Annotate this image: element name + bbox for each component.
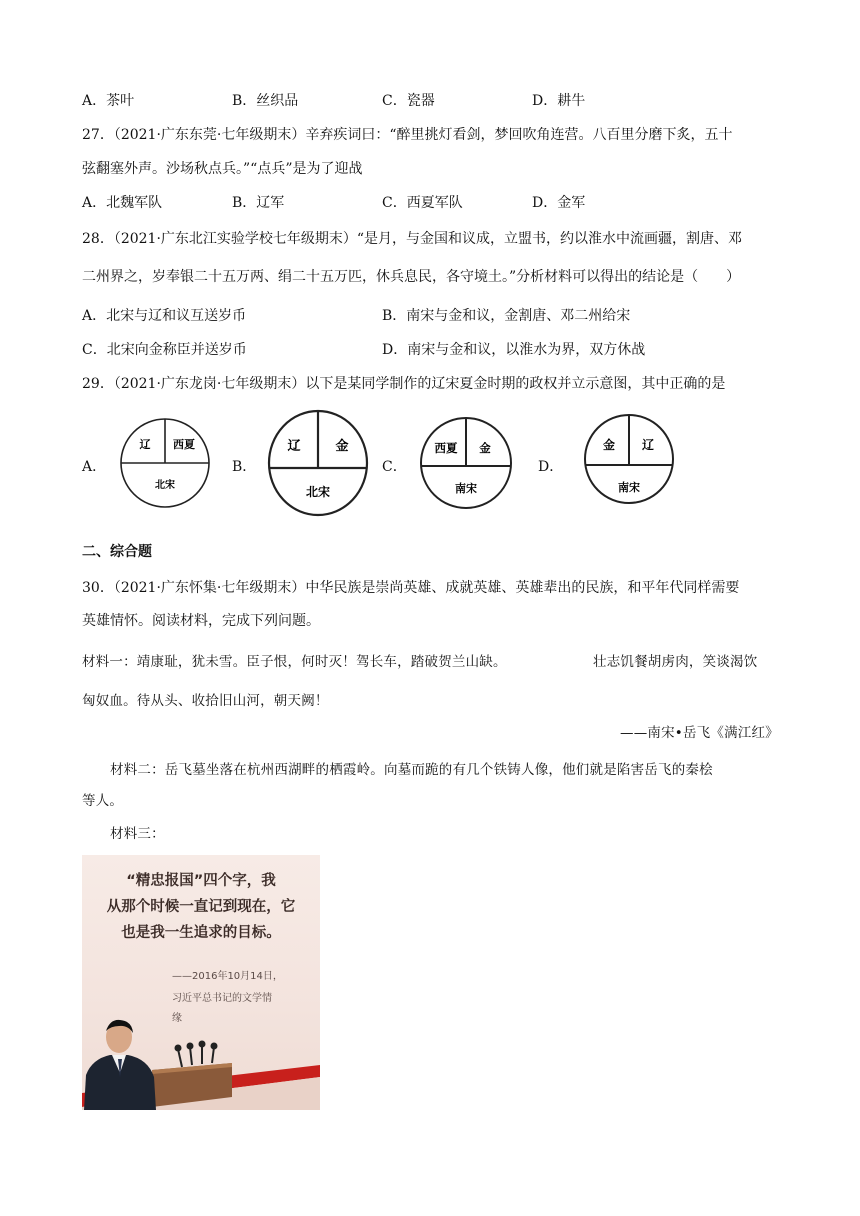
- image-caption-line2: 习近平总书记的文学情: [172, 993, 272, 1004]
- q27-option-c: C．西夏军队: [382, 195, 463, 211]
- material1-line1b: 壮志饥餐胡虏肉，笑谈渴饮: [593, 654, 758, 670]
- q29-d-left: 金: [602, 438, 616, 452]
- q27-option-b: B．辽军: [232, 195, 285, 211]
- image-caption-line1: ——2016年10月14日，: [172, 971, 283, 982]
- material2-line1: 材料二：岳飞墓坐落在杭州西湖畔的栖霞岭。向墓而跪的有几个铁铸人像，他们就是陷害岳飞的秦桧: [110, 762, 713, 778]
- q29-b-bottom: 北宋: [305, 485, 331, 499]
- q29-option-a-label: A．: [82, 459, 107, 475]
- q29-a-bottom: 北宋: [155, 480, 175, 491]
- image-caption-line3: 缘: [172, 1013, 182, 1024]
- q29-option-c-label: C．: [382, 459, 407, 475]
- q30-stem-line2: 英雄情怀。阅读材料，完成下列问题。: [82, 613, 320, 629]
- material2-line2: 等人。: [82, 793, 124, 809]
- q28-option-d: D．南宋与金和议，以淮水为界，双方休战: [382, 342, 646, 358]
- material1-line1a: 材料一：靖康耻，犹未雪。臣子恨，何时灭！驾长车，踏破贺兰山缺。: [82, 654, 507, 670]
- q29-option-c-circle: [418, 414, 514, 512]
- q29-option-b-label: B．: [232, 459, 257, 475]
- q29-option-d-circle: [582, 410, 676, 508]
- q29-a-right: 西夏: [173, 438, 195, 451]
- material1-line2: 匈奴血。待从头、收拾旧山河，朝天阙！: [82, 693, 329, 709]
- q29-d-bottom: 南宋: [618, 481, 640, 494]
- section-title: 二、综合题: [82, 544, 152, 560]
- q29-option-a-circle: [118, 416, 212, 510]
- q27-option-d: D．金军: [532, 195, 586, 211]
- q29-d-right: 辽: [641, 438, 655, 452]
- q29-stem: 29．（2021·广东龙岗·七年级期末）以下是某同学制作的辽宋夏金时期的政权并立示意图，其中正确的是: [82, 376, 726, 392]
- q28-stem-line2: 二州界之，岁奉银二十五万两、绢二十五万匹，休兵息民，各守境土。”分析材料可以得出的结论是（ ）: [82, 269, 741, 285]
- speaker-illustration: [82, 1015, 320, 1110]
- q26-option-c: C．瓷器: [382, 93, 435, 109]
- q28-option-a: A．北宋与辽和议互送岁币: [82, 308, 247, 324]
- material3-label: 材料三：: [110, 826, 165, 842]
- q29-c-right: 金: [479, 441, 491, 455]
- q26-option-a: A．茶叶: [82, 93, 135, 109]
- q29-c-left: 西夏: [434, 441, 458, 455]
- q26-option-d: D．耕牛: [532, 93, 586, 109]
- image-quote-line1: “精忠报国”四个字，我: [126, 873, 276, 889]
- q28-stem-line1: 28．（2021·广东北江实验学校七年级期末）“是月，与金国和议成，立盟书，约以淮水中流画疆，割唐、邓: [82, 231, 743, 247]
- q28-option-b: B．南宋与金和议，金割唐、邓二州给宋: [382, 308, 631, 324]
- q29-b-right: 金: [335, 439, 349, 454]
- q29-option-d-label: D．: [538, 459, 564, 475]
- q28-option-c: C．北宋向金称臣并送岁币: [82, 342, 247, 358]
- q29-a-left: 辽: [139, 438, 151, 451]
- image-quote-line3: 也是我一生追求的目标。: [121, 925, 281, 941]
- q29-b-left: 辽: [287, 439, 301, 454]
- material3-image: [82, 855, 320, 1110]
- q27-option-a: A．北魏军队: [82, 195, 163, 211]
- q27-stem-line2: 弦翻塞外声。沙场秋点兵。”“点兵”是为了迎战: [82, 161, 363, 177]
- q30-stem-line1: 30．（2021·广东怀集·七年级期末）中华民族是崇尚英雄、成就英雄、英雄辈出的民族，和平年代同样需要: [82, 580, 740, 596]
- material1-source: ——南宋•岳飞《满江红》: [620, 725, 779, 741]
- q26-option-b: B．丝织品: [232, 93, 299, 109]
- image-quote-line2: 从那个时候一直记到现在，它: [106, 899, 296, 915]
- q29-c-bottom: 南宋: [455, 482, 477, 495]
- q29-option-b-circle: [266, 408, 370, 518]
- q27-stem-line1: 27．（2021·广东东莞·七年级期末）辛弃疾词曰：“醉里挑灯看剑，梦回吹角连营。八百里分磨下炙，五十: [82, 127, 733, 143]
